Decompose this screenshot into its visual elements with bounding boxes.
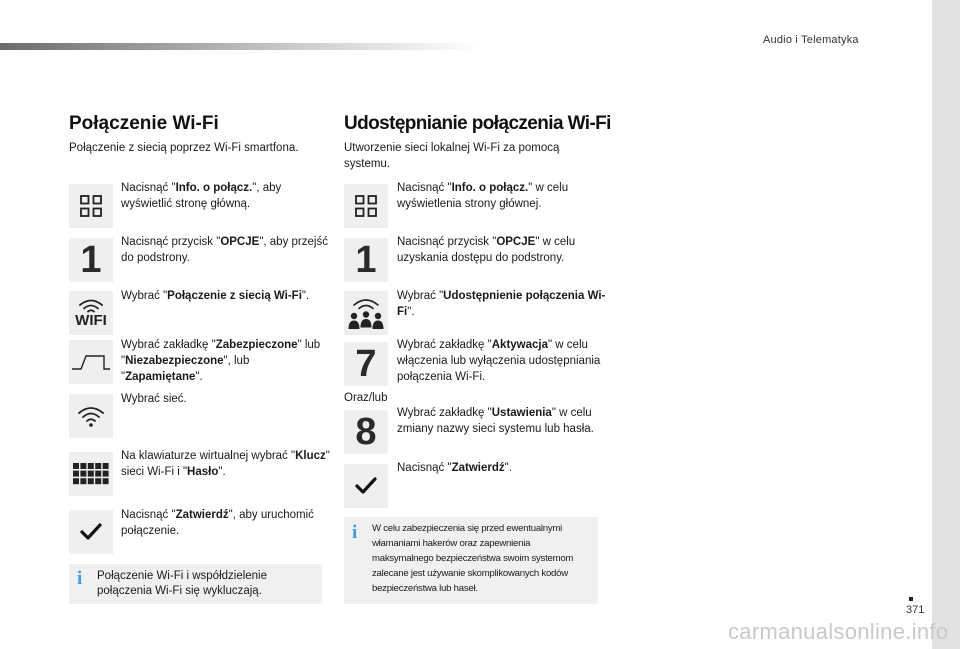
- people-icon: [344, 291, 388, 335]
- left-step-6: Na klawiaturze wirtualnej wybrać "Klucz" sieci Wi-Fi i "Hasło".: [121, 450, 330, 478]
- step-emphasis: OPCJE: [220, 236, 260, 248]
- wifi-icon: [69, 394, 113, 438]
- step-emphasis: Niezabezpieczone: [125, 355, 224, 367]
- left-info-box: [69, 564, 322, 604]
- step-emphasis: Aktywacja: [491, 339, 549, 351]
- grid-home-icon: [69, 184, 113, 228]
- page-marker: [909, 597, 913, 601]
- info-icon: i: [77, 568, 83, 589]
- grid-home-icon: [344, 184, 388, 228]
- left-step-2: Nacisnąć przycisk "OPCJE", aby przejść do podstrony.: [121, 236, 328, 264]
- right-info-text: W celu zabezpieczenia się przed ewentualnymi włamaniami hakerów oraz zapewnienia maksymalnego bezpieczeństwa swoim systemom zalecane jest używanie skomplikowanych kodów bezpieczeństwa lub haseł.: [372, 523, 574, 594]
- check-icon: [344, 464, 388, 508]
- left-step-1: Nacisnąć "Info. o połącz.", aby wyświetlić stronę główną.: [121, 182, 282, 210]
- left-step-4: Wybrać zakładkę "Zabezpieczone" lub "Niezabezpieczone", lub "Zapamiętane".: [121, 339, 321, 383]
- page-number: 371: [906, 604, 925, 616]
- step-emphasis: Zatwierdź: [451, 462, 505, 474]
- right-step-5: Wybrać zakładkę "Ustawienia" w celu zmiany nazwy sieci systemu lub hasła.: [397, 407, 594, 435]
- right-title: Udostępnianie połączenia Wi-Fi: [344, 113, 611, 134]
- step-emphasis: Zatwierdź: [175, 509, 229, 521]
- left-info-text: Połączenie Wi-Fi i współdzielenie połączenia Wi-Fi się wykluczają.: [97, 570, 268, 597]
- number-7-icon: [344, 342, 388, 386]
- number-8-label: 8: [355, 411, 377, 453]
- right-step-4: Wybrać zakładkę "Aktywacja" w celu włączenia lub wyłączenia udostępniania połączenia Wi-Fi.: [397, 339, 601, 383]
- watermark: carmanualsonline.info: [728, 619, 949, 644]
- info-icon: i: [352, 522, 358, 543]
- section-title: Audio i Telematyka: [763, 34, 859, 46]
- step-emphasis: OPCJE: [496, 236, 536, 248]
- number-1-label: 1: [355, 239, 377, 281]
- number-1-icon: [69, 238, 113, 282]
- keyboard-icon: [69, 452, 113, 496]
- number-8-icon: [344, 410, 388, 454]
- left-step-5: Wybrać sieć.: [121, 393, 187, 405]
- number-7-label: 7: [355, 343, 377, 385]
- left-title: Połączenie Wi-Fi: [69, 113, 219, 134]
- page-side-tab: [932, 0, 960, 649]
- right-step-3: Wybrać "Udostępnienie połączenia Wi-Fi".: [397, 290, 606, 318]
- step-emphasis: Połączenie z siecią Wi-Fi: [167, 290, 302, 302]
- right-step-6: Nacisnąć "Zatwierdź".: [397, 462, 512, 474]
- step-emphasis: Info. o połącz.: [451, 182, 529, 194]
- check-icon: [69, 510, 113, 554]
- left-step-3: Wybrać "Połączenie z siecią Wi-Fi".: [121, 290, 310, 302]
- number-1-label: 1: [80, 239, 102, 281]
- or-label: Oraz/lub: [344, 392, 388, 404]
- right-step-1: Nacisnąć "Info. o połącz." w celu wyświetlenia strony głównej.: [397, 182, 569, 210]
- step-emphasis: Udostępnienie połączenia Wi-Fi: [397, 290, 606, 318]
- step-emphasis: Zabezpieczone: [215, 339, 298, 351]
- step-emphasis: Klucz: [295, 450, 326, 462]
- step-emphasis: Zapamiętane: [125, 371, 196, 383]
- right-step-2: Nacisnąć przycisk "OPCJE" w celu uzyskania dostępu do podstrony.: [397, 236, 576, 264]
- step-emphasis: Ustawienia: [491, 407, 552, 419]
- left-subtitle: Połączenie z siecią poprzez Wi-Fi smartfona.: [69, 142, 299, 154]
- step-emphasis: Hasło: [187, 466, 219, 478]
- step-emphasis: Info. o połącz.: [175, 182, 253, 194]
- wifi-label-icon: [69, 291, 113, 335]
- right-info-box: [344, 517, 598, 604]
- wifi-label-text: WIFI: [75, 311, 107, 329]
- right-subtitle: Utworzenie sieci lokalnej Wi-Fi za pomocą systemu.: [344, 142, 560, 170]
- left-step-7: Nacisnąć "Zatwierdź", aby uruchomić połączenie.: [121, 509, 314, 537]
- number-1-icon: [344, 238, 388, 282]
- tab-icon: [69, 340, 113, 384]
- header-gradient-bar: [0, 43, 480, 50]
